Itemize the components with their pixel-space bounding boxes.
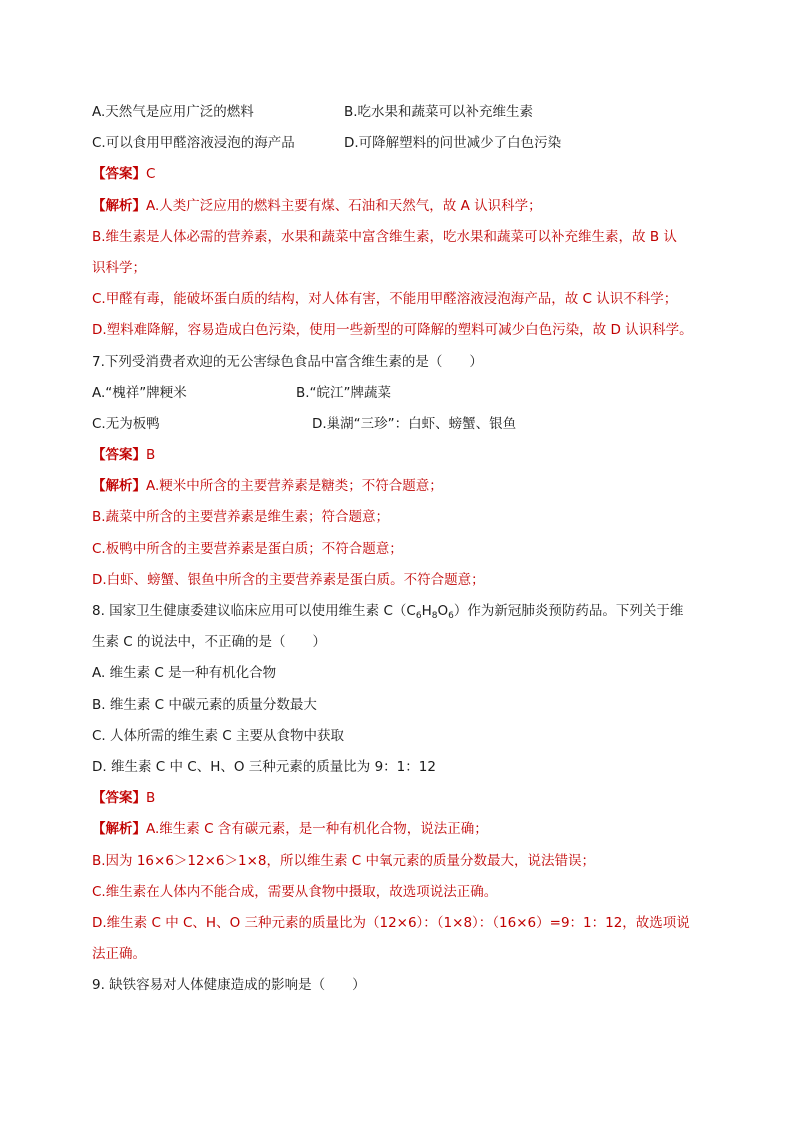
q7-stem: 7.下列受消费者欢迎的无公害绿色食品中富含维生素的是（ ） (92, 353, 483, 370)
q6-option-b: B.吃水果和蔬菜可以补充维生素 (344, 104, 534, 120)
q8-option-a: A. 维生素 C 是一种有机化合物 (92, 665, 277, 682)
q6-analysis-d: D.塑料难降解，容易造成白色污染，使用一些新型的可降解的塑料可减少白色污染，故 D 认识科学。 (92, 322, 693, 339)
q6-analysis-a (92, 194, 712, 225)
q7-option-c: C.无为板鸭 (92, 415, 160, 432)
q8-analysis-d: D.维生素 C 中 C、H、O 三种元素的质量比为（12×6）：（1×8）：（16×6）=9：1：12，故选项说 (92, 914, 690, 931)
analysis-text: A.维生素 C 含有碳元素，是一种有机化合物，说法正确； (146, 821, 488, 838)
q8-analysis-a (92, 817, 712, 848)
formula-h: H (421, 603, 432, 619)
q7-analysis-a (92, 474, 712, 505)
exam-page (92, 100, 712, 1004)
q6-option-c: C.可以食用甲醛溶液浸泡的海产品 (92, 135, 295, 152)
q6-analysis-b: B.维生素是人体必需的营养素，水果和蔬菜中富含维生素，吃水果和蔬菜可以补充维生素，故 B 认 (92, 228, 677, 245)
analysis-tag: 【解析】 (92, 478, 146, 495)
q6-analysis-b-cont: 识科学； (92, 259, 146, 276)
q7-options-row-2 (92, 412, 712, 443)
q7-option-a: A.“槐祥”牌粳米 (92, 384, 187, 401)
q8-option-b: B. 维生素 C 中碳元素的质量分数最大 (92, 696, 317, 713)
q8-stem-line-1 (92, 599, 712, 630)
answer-value: C (146, 166, 156, 183)
q7-analysis-c: C.板鸭中所含的主要营养素是蛋白质；不符合题意； (92, 540, 403, 557)
q8-analysis-b: B.因为 16×6＞12×6＞1×8，所以维生素 C 中氧元素的质量分数最大，说法错误； (92, 852, 595, 869)
q7-analysis-d: D.白虾、螃蟹、银鱼中所含的主要营养素是蛋白质。不符合题意； (92, 571, 485, 588)
formula-sub: 6 (415, 611, 422, 621)
q8-stem-pre: 8. 国家卫生健康委建议临床应用可以使用维生素 C（C (92, 603, 416, 619)
q6-options-row-2 (92, 131, 712, 162)
q7-analysis-b: B.蔬菜中所含的主要营养素是维生素；符合题意； (92, 509, 390, 526)
q8-stem-line-2: 生素 C 的说法中，不正确的是（ ） (92, 634, 327, 651)
analysis-text: A.粳米中所含的主要营养素是糖类；不符合题意； (146, 478, 443, 495)
analysis-text: A.人类广泛应用的燃料主要有煤、石油和天然气，故 A 认识科学； (146, 197, 542, 214)
answer-value: B (146, 447, 156, 464)
analysis-tag: 【解析】 (92, 197, 146, 214)
q7-option-b: B.“皖江”牌蔬菜 (296, 384, 392, 401)
analysis-tag: 【解析】 (92, 821, 146, 838)
formula-sub: 6 (448, 611, 454, 621)
q8-stem-post: ）作为新冠肺炎预防药品。下列关于维 (453, 603, 684, 619)
q6-analysis-c: C.甲醛有毒，能破坏蛋白质的结构，对人体有害，不能用甲醛溶液浸泡海产品，故 C 认识不科学； (92, 291, 678, 308)
q7-option-d: D.巢湖“三珍”：白虾、螃蟹、银鱼 (312, 415, 517, 432)
answer-value: B (146, 790, 156, 807)
q8-answer (92, 786, 712, 817)
q6-option-a: A.天然气是应用广泛的燃料 (92, 104, 254, 120)
q8-analysis-d-cont: 法正确。 (92, 946, 146, 963)
q8-option-c: C. 人体所需的维生素 C 主要从食物中获取 (92, 727, 345, 744)
q8-analysis-c: C.维生素在人体内不能合成，需要从食物中摄取，故选项说法正确。 (92, 883, 498, 900)
q6-options-row-1 (92, 100, 712, 131)
formula-sub: 8 (431, 611, 438, 621)
q7-options-row-1 (92, 381, 712, 412)
formula-o: O (437, 603, 449, 619)
q8-option-d: D. 维生素 C 中 C、H、O 三种元素的质量比为 9：1：12 (92, 758, 436, 775)
answer-tag: 【答案】 (92, 790, 146, 807)
q6-answer (92, 162, 712, 193)
q7-answer (92, 443, 712, 474)
q6-option-d: D.可降解塑料的问世减少了白色污染 (344, 135, 562, 152)
answer-tag: 【答案】 (92, 447, 146, 464)
answer-tag: 【答案】 (92, 166, 146, 183)
q9-stem: 9. 缺铁容易对人体健康造成的影响是（ ） (92, 977, 366, 994)
